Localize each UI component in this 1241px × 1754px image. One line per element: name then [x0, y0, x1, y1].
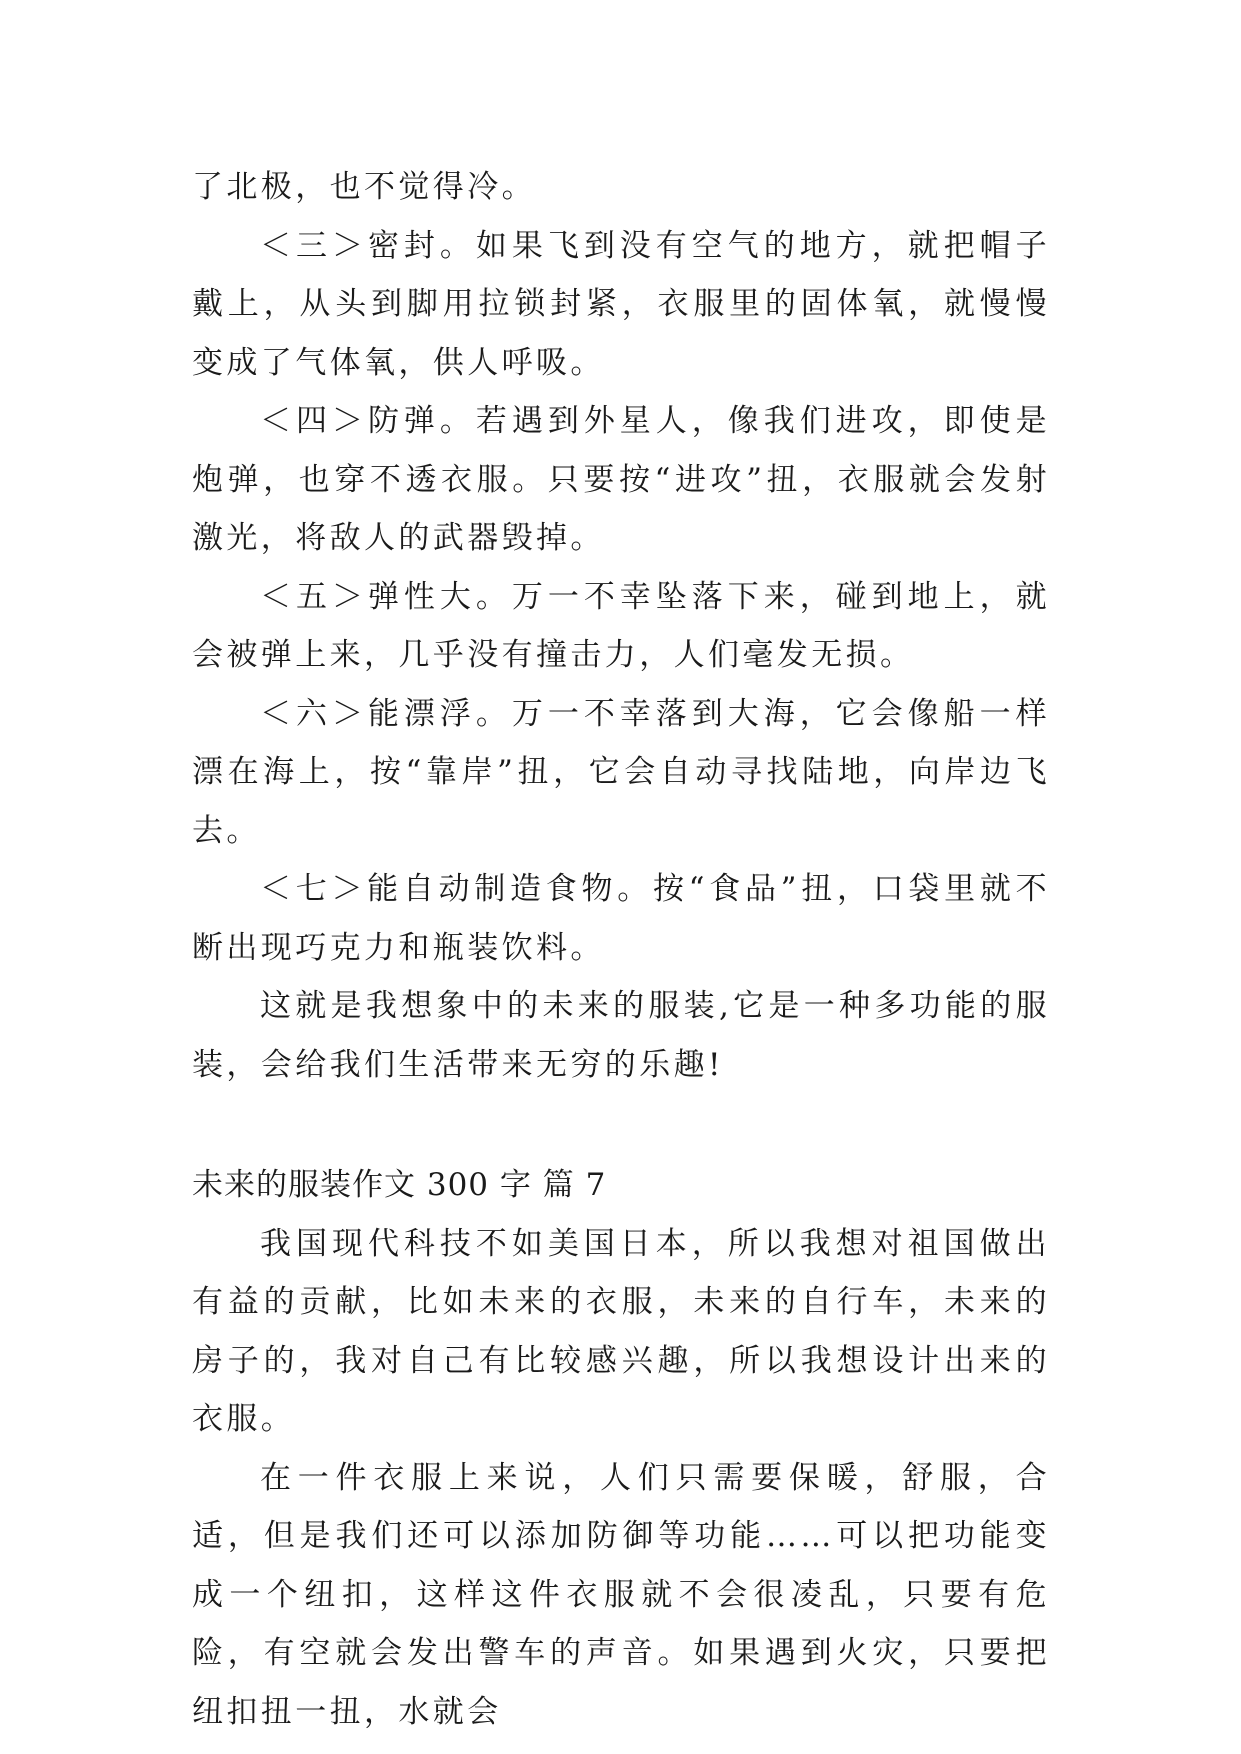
paragraph-food: ＜七＞能自动制造食物。按“食品”扭，口袋里就不断出现巧克力和瓶装饮料。: [192, 871, 1050, 966]
paragraph-seal: ＜三＞密封。如果飞到没有空气的地方，就把帽子戴上，从头到脚用拉锁封紧，衣服里的固体氧，就慢慢变成了气体氧，供人呼吸。: [192, 227, 1050, 381]
paragraph-continuation: 了北极，也不觉得冷。: [192, 169, 536, 205]
document-page: [192, 158, 1050, 1741]
paragraph-elastic: ＜五＞弹性大。万一不幸坠落下来，碰到地上，就会被弹上来，几乎没有撞击力，人们毫发无损。: [192, 578, 1050, 673]
section-heading: 未来的服装作文 300 字 篇 7: [192, 1167, 607, 1203]
paragraph-functions: 在一件衣服上来说，人们只需要保暖，舒服，合适，但是我们还可以添加防御等功能……可以把功能变成一个纽扣，这样这件衣服就不会很凌乱，只要有危险，有空就会发出警车的声音。如果遇到火灾，只要把纽扣扭一扭，水就会: [192, 1459, 1050, 1730]
paragraph-conclusion: 这就是我想象中的未来的服装,它是一种多功能的服装，会给我们生活带来无穷的乐趣!: [192, 988, 1050, 1083]
paragraph-bulletproof: ＜四＞防弹。若遇到外星人，像我们进攻，即使是炮弹，也穿不透衣服。只要按“进攻”扭，衣服就会发射激光，将敌人的武器毁掉。: [192, 403, 1050, 556]
paragraph-float: ＜六＞能漂浮。万一不幸落到大海，它会像船一样漂在海上，按“靠岸”扭，它会自动寻找陆地，向岸边飞去。: [192, 695, 1050, 849]
paragraph-intro: 我国现代科技不如美国日本，所以我想对祖国做出有益的贡献，比如未来的衣服，未来的自行车，未来的房子的，我对自己有比较感兴趣，所以我想设计出来的衣服。: [192, 1225, 1050, 1437]
